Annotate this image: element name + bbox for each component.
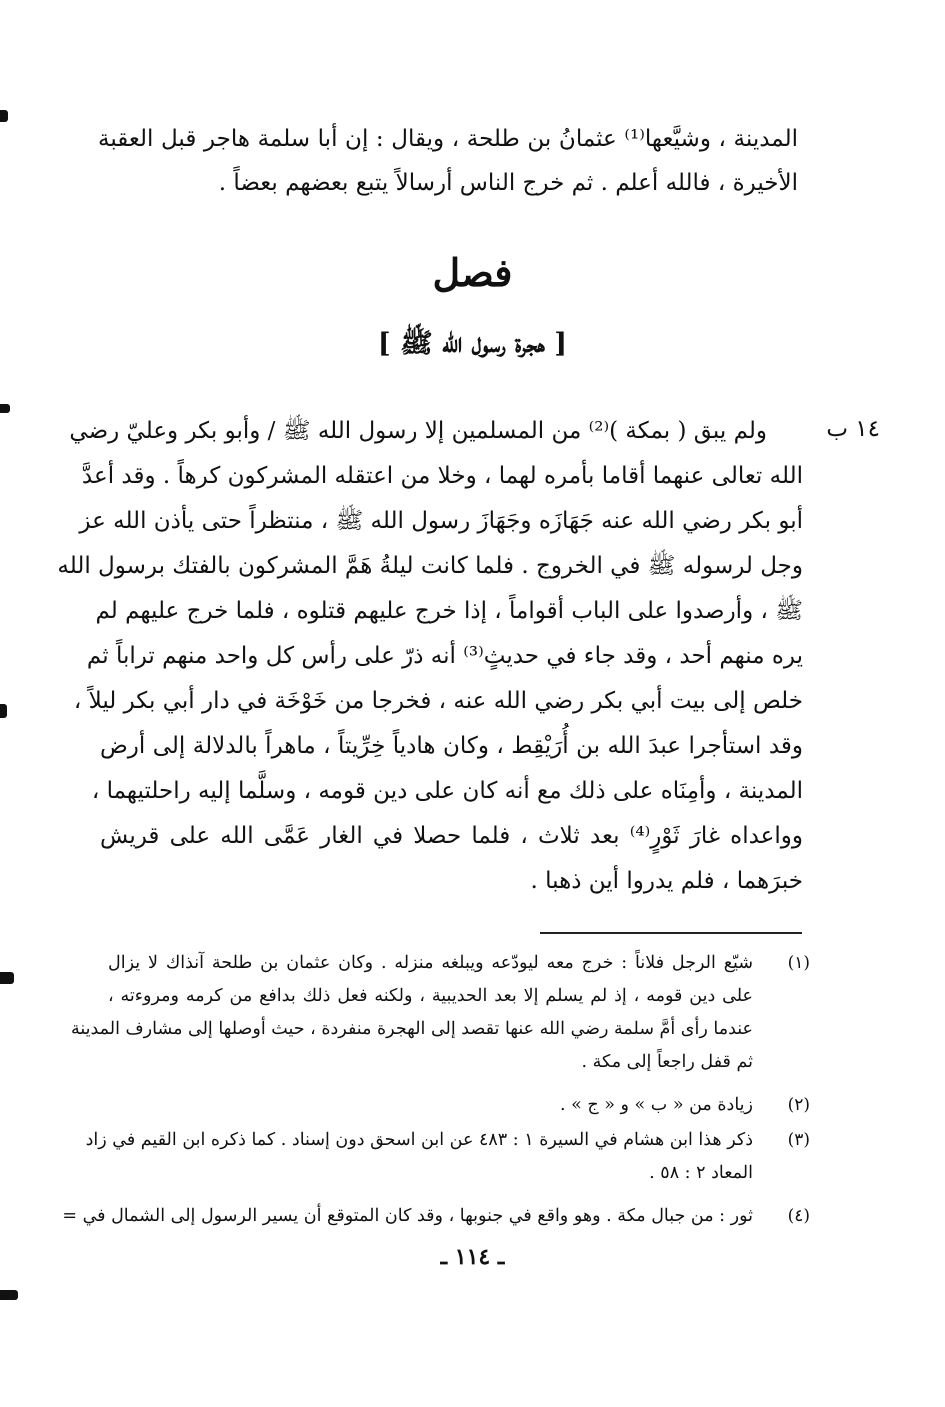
text-line: الله تعالى عنهما أقاما بأمره لهما ، وخلا من اعتقله المشركون كرهاً . وقد أعدَّ xyxy=(81,463,803,489)
intro-paragraph xyxy=(98,128,798,216)
scan-edge-mark xyxy=(0,972,14,984)
footnote xyxy=(62,1206,810,1241)
page-number: ـ ١١٤ ـ xyxy=(440,1244,505,1270)
scan-edge-mark xyxy=(0,1290,18,1300)
footnote-text xyxy=(62,1206,753,1226)
text-line: ﷺ ، وأرصدوا على الباب أقواماً ، إذا خرج عليهم قتلوه ، فلما خرج عليهم لم xyxy=(95,598,803,624)
text-line: أبو بكر رضي الله عنه جَهَازَه وجَهَازَ رسول الله ﷺ ، منتظراً حتى يأذن الله عز xyxy=(79,508,803,534)
text-line: وواعداه غارَ ثَوْرٍ⁽⁴⁾ بعد ثلاث ، فلما حصلا في الغار عَمَّى الله على قريش xyxy=(100,823,803,849)
margin-folio-note: ١٤ ب xyxy=(826,416,880,442)
footnote-separator xyxy=(540,932,802,934)
footnote-line: ثور : من جبال مكة . وهو واقع في جنوبها ، وقد كان المتوقع أن يسير الرسول إلى الشمال في = xyxy=(62,1206,753,1226)
footnote-text xyxy=(108,1097,753,1115)
footnote-line: عندما رأى أمَّ سلمة رضي الله عنها تقصد إلى الهجرة منفردة ، حيث أوصلها إلى مشارف المدينة xyxy=(70,1019,753,1039)
scan-edge-mark xyxy=(0,110,8,122)
text-line: المدينة ، وأمِنَاه على ذلك مع أنه كان على دين قومه ، وسلَّما إليه راحلتيهما ، xyxy=(91,778,803,804)
footnote-number: (٤) xyxy=(787,1206,810,1226)
text-line: المدينة ، وشيَّعها⁽¹⁾ عثمانُ بن طلحة ، ويقال : إن أبا سلمة هاجر قبل العقبة xyxy=(98,126,798,152)
text-line: يره منهم أحد ، وقد جاء في حديثٍ⁽³⁾ أنه ذرّ على رأس كل واحد منهم تراباً ثم xyxy=(86,643,803,669)
scan-edge-mark xyxy=(0,704,7,718)
footnote-line: المعاد ٢ : ٥٨ . xyxy=(649,1163,753,1183)
footnote-number: (٣) xyxy=(787,1130,810,1150)
text-line: الأخيرة ، فالله أعلم . ثم خرج الناس أرسالاً يتبع بعضهم بعضاً . xyxy=(218,170,798,196)
text-line: وجل لرسوله ﷺ في الخروج . فلما كانت ليلةُ هَمَّ المشركون بالفتك برسول الله xyxy=(57,553,803,579)
section-subtitle: [ هجرة رسول الله ﷺ ] xyxy=(377,328,568,359)
footnote xyxy=(85,1130,810,1198)
text-line: ولم يبق ( بمكة )⁽²⁾ من المسلمين إلا رسول الله ﷺ / وأبو بكر وعليّ رضي xyxy=(69,418,767,444)
footnote xyxy=(70,953,810,1087)
footnote-number: (٢) xyxy=(787,1095,810,1115)
text-line: خلص إلى بيت أبي بكر رضي الله عنه ، فخرجا من خَوْخَة في دار أبي بكر ليلاً ، xyxy=(73,688,803,714)
main-paragraph xyxy=(57,418,803,915)
footnote-line: ذكر هذا ابن هشام في السيرة ١ : ٤٨٣ عن ابن اسحق دون إسناد . كما ذكره ابن القيم في زاد xyxy=(85,1130,753,1150)
footnote-text xyxy=(70,953,753,1072)
scan-edge-mark xyxy=(0,404,10,413)
footnote-line: على دين قومه ، إذ لم يسلم إلا بعد الحديبية ، ولكنه فعل ذلك بدافع من كرمه ومروءته ، xyxy=(108,986,753,1006)
text-line: خبرَهما ، فلم يدروا أين ذهبا . xyxy=(530,868,803,894)
text-line: وقد استأجرا عبدَ الله بن أُرَيْقِط ، وكان هادياً خِرِّيتاً ، ماهراً بالدلالة إلى أرض xyxy=(100,733,803,759)
footnote xyxy=(108,1097,808,1130)
footnote-number: (١) xyxy=(787,953,810,973)
section-title: فصل xyxy=(432,250,513,295)
footnote-line: شيّع الرجل فلاناً : خرج معه ليودّعه ويبلغه منزله . وكان عثمان بن طلحة آنذاك لا يزال xyxy=(108,953,753,973)
footnote-line: ثم قفل راجعاً إلى مكة . xyxy=(581,1052,753,1072)
footnote-line: زيادة من « ب » و « ج » . xyxy=(560,1095,753,1115)
footnote-text xyxy=(85,1130,753,1183)
